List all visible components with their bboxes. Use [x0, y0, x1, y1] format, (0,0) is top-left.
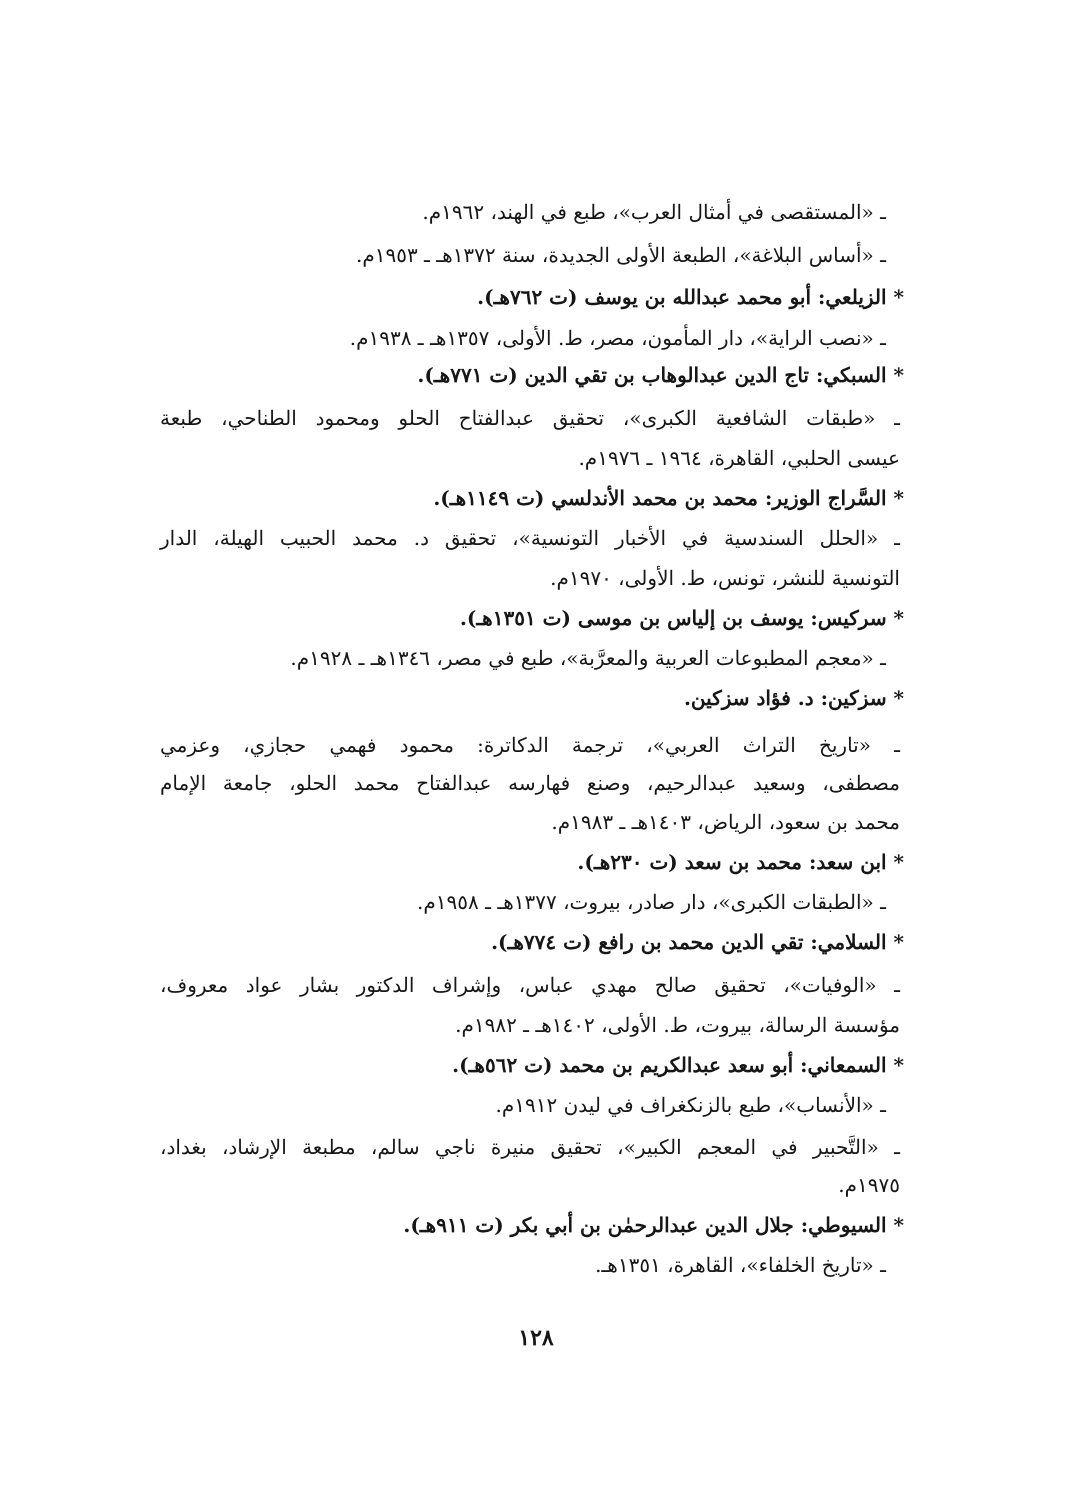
reference-line: ـ «أساس البلاغة»، الطبعة الأولى الجديدة، سنة ١٣٧٢هـ ـ ١٩٥٣م.: [355, 243, 886, 267]
reference-line: ـ «الأنساب»، طبع بالزنكغراف في ليدن ١٩١٢م.: [495, 1093, 886, 1117]
reference-line: ـ «التَّحبير في المعجم الكبير»، تحقيق منيرة ناجي سالم، مطبعة الإرشاد، بغداد،: [160, 1135, 900, 1159]
reference-line: ـ «الوفيات»، تحقيق صالح مهدي عباس، وإشراف الدكتور بشار عواد معروف،: [160, 973, 900, 997]
author-heading: * السيوطي: جلال الدين عبدالرحمٰن بن أبي بكر (ت ٩١١هـ).: [403, 1213, 904, 1237]
reference-line: ـ «تاريخ الخلفاء»، القاهرة، ١٣٥١هـ.: [595, 1253, 886, 1277]
reference-continuation: مصطفى، وسعيد عبدالرحيم، وصنع فهارسه عبدالفتاح محمد الحلو، جامعة الإمام: [160, 771, 900, 795]
author-heading: * السبكي: تاج الدين عبدالوهاب بن تقي الدين (ت ٧٧١هـ).: [417, 363, 904, 387]
author-heading: * سركيس: يوسف بن إلياس بن موسى (ت ١٣٥١هـ).: [459, 606, 904, 630]
reference-continuation: عيسى الحلبي، القاهرة، ١٩٦٤ ـ ١٩٧٦م.: [578, 446, 900, 470]
reference-line: ـ «المستقصى في أمثال العرب»، طبع في الهند، ١٩٦٢م.: [422, 200, 886, 224]
page-number: ١٢٨: [518, 1325, 554, 1351]
reference-continuation: مؤسسة الرسالة، بيروت، ط. الأولى، ١٤٠٢هـ ـ ١٩٨٢م.: [455, 1013, 900, 1037]
author-heading: * سزكين: د. فؤاد سزكين.: [683, 686, 904, 710]
reference-line: ـ «الحلل السندسية في الأخبار التونسية»، تحقيق د. محمد الحبيب الهيلة، الدار: [160, 526, 900, 550]
reference-line: ـ «الطبقات الكبرى»، دار صادر، بيروت، ١٣٧٧هـ ـ ١٩٥٨م.: [417, 890, 886, 914]
reference-line: ـ «معجم المطبوعات العربية والمعرَّبة»، طبع في مصر، ١٣٤٦هـ ـ ١٩٢٨م.: [290, 646, 886, 670]
reference-continuation: التونسية للنشر، تونس، ط. الأولى، ١٩٧٠م.: [550, 566, 900, 590]
reference-line: ـ «نصب الراية»، دار المأمون، مصر، ط. الأولى، ١٣٥٧هـ ـ ١٩٣٨م.: [349, 326, 886, 350]
reference-continuation: ١٩٧٥م.: [838, 1173, 900, 1197]
author-heading: * السمعاني: أبو سعد عبدالكريم بن محمد (ت ٥٦٢هـ).: [452, 1053, 904, 1077]
reference-line: ـ «طبقات الشافعية الكبرى»، تحقيق عبدالفتاح الحلو ومحمود الطناحي، طبعة: [160, 406, 900, 430]
author-heading: * السَّراج الوزير: محمد بن محمد الأندلسي (ت ١١٤٩هـ).: [433, 486, 904, 510]
reference-continuation: محمد بن سعود، الرياض، ١٤٠٣هـ ـ ١٩٨٣م.: [551, 810, 900, 834]
reference-line: ـ «تاريخ التراث العربي»، ترجمة الدكاترة: محمود فهمي حجازي، وعزمي: [160, 733, 900, 757]
author-heading: * الزيلعي: أبو محمد عبدالله بن يوسف (ت ٧٦٢هـ).: [477, 285, 904, 309]
author-heading: * السلامي: تقي الدين محمد بن رافع (ت ٧٧٤هـ).: [491, 930, 904, 954]
author-heading: * ابن سعد: محمد بن سعد (ت ٢٣٠هـ).: [577, 850, 904, 874]
